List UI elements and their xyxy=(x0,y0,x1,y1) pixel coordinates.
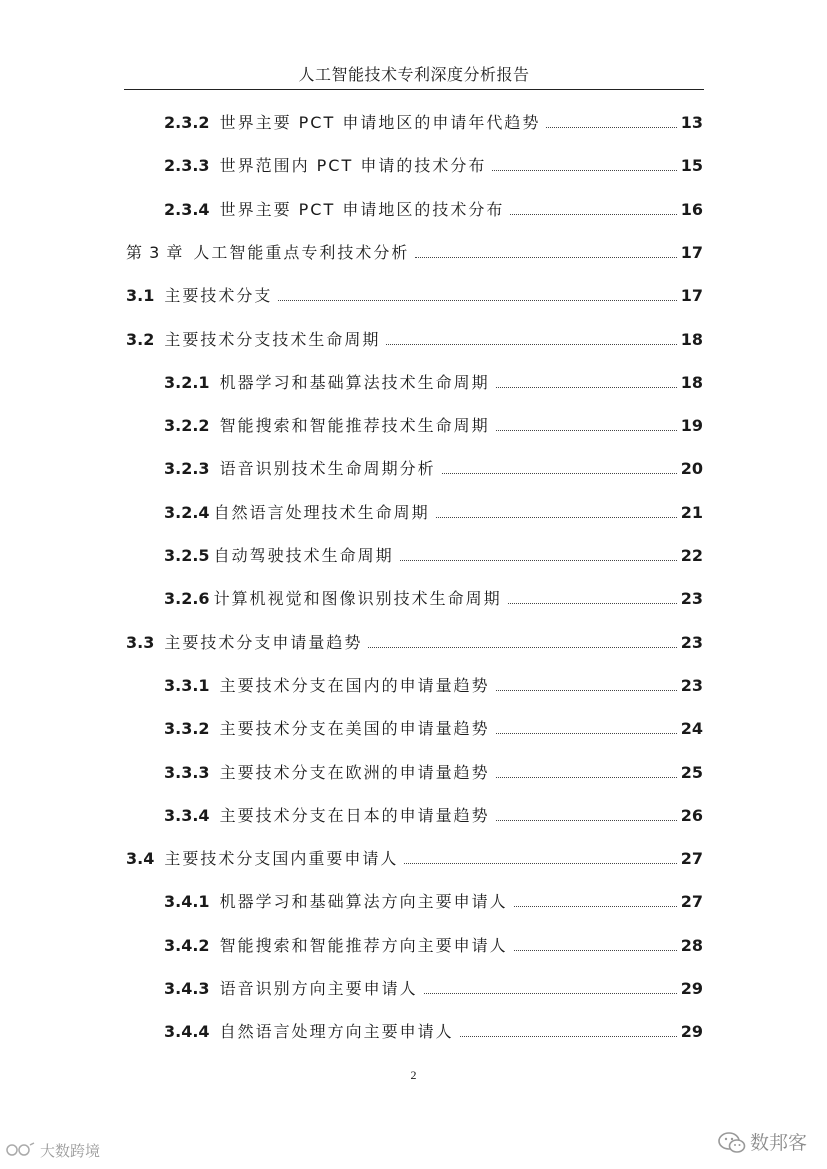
toc-entry-number: 3.2.5 xyxy=(164,546,210,565)
toc-entry-title: 世界范围内 PCT 申请的技术分布 xyxy=(219,156,487,176)
wechat-icon xyxy=(718,1131,744,1153)
toc-entry-title: 主要技术分支在欧洲的申请量趋势 xyxy=(219,762,490,782)
watermark-right xyxy=(718,1128,807,1155)
toc-entry-number: 3.3.3 xyxy=(164,762,210,782)
toc-entry[interactable] xyxy=(164,673,703,703)
toc-entry-title: 人工智能重点专利技术分析 xyxy=(193,242,410,262)
toc-dot-leader xyxy=(514,906,677,907)
toc-entry-number: 3.4.3 xyxy=(164,979,210,998)
toc-entry-page: 22 xyxy=(680,546,703,565)
logo-icon xyxy=(6,1141,36,1161)
toc-entry-page: 19 xyxy=(680,416,703,436)
report-header-title: 人工智能技术专利深度分析报告 xyxy=(298,65,530,84)
toc-entry-number: 3.3 xyxy=(126,632,155,652)
toc-entry-title: 智能搜索和智能推荐方向主要申请人 xyxy=(219,935,508,955)
toc-dot-leader xyxy=(492,170,676,171)
toc-entry-page: 21 xyxy=(680,502,703,522)
toc-entry[interactable] xyxy=(164,370,703,400)
toc-entry-number: 3.2.4 xyxy=(164,502,210,522)
toc-dot-leader xyxy=(496,733,677,734)
toc-entry-page: 23 xyxy=(680,589,703,609)
toc-entry-page: 17 xyxy=(680,242,703,262)
toc-entry[interactable] xyxy=(164,197,703,227)
toc-dot-leader xyxy=(460,1036,677,1037)
toc-entry[interactable] xyxy=(164,803,703,833)
toc-entry-number: 3.4 xyxy=(126,849,155,869)
toc-entry[interactable] xyxy=(164,976,703,1006)
toc-dot-leader xyxy=(278,300,676,301)
toc-dot-leader xyxy=(496,690,677,691)
toc-entry[interactable] xyxy=(126,240,703,270)
toc-entry-title: 主要技术分支技术生命周期 xyxy=(164,329,381,349)
toc-entry[interactable] xyxy=(164,153,703,183)
toc-entry[interactable] xyxy=(126,846,703,876)
toc-entry-number: 3.4.1 xyxy=(164,892,210,912)
toc-entry[interactable] xyxy=(164,1019,703,1049)
toc-entry-page: 16 xyxy=(680,199,703,219)
toc-dot-leader xyxy=(424,993,677,994)
toc-dot-leader xyxy=(496,387,677,388)
toc-entry[interactable] xyxy=(164,586,703,616)
toc-entry[interactable] xyxy=(164,889,703,919)
toc-entry-number: 3.3.1 xyxy=(164,675,210,695)
toc-entry[interactable] xyxy=(164,500,703,530)
toc-entry-title: 自然语言处理方向主要申请人 xyxy=(219,1022,454,1042)
toc-entry-title: 机器学习和基础算法技术生命周期 xyxy=(219,372,490,392)
toc-entry-number: 2.3.2 xyxy=(164,113,210,132)
header-rule xyxy=(124,89,704,90)
toc-dot-leader xyxy=(510,214,676,215)
toc-entry-number: 3.2.2 xyxy=(164,416,210,436)
toc-entry[interactable] xyxy=(164,933,703,963)
toc-entry-title: 语音识别技术生命周期分析 xyxy=(219,459,436,479)
toc-entry-number: 3.3.4 xyxy=(164,805,210,825)
toc-entry-number: 3.4.2 xyxy=(164,935,210,955)
toc-entry-page: 23 xyxy=(680,675,703,695)
toc-entry-page: 18 xyxy=(680,372,703,392)
toc-entry-title: 自然语言处理技术生命周期 xyxy=(213,502,430,522)
toc-entry-number: 3.2 xyxy=(126,329,155,349)
toc-entry[interactable] xyxy=(164,413,703,443)
toc-entry-page: 23 xyxy=(680,632,703,652)
watermark-right-text: 数邦客 xyxy=(749,1132,807,1154)
toc-entry-title: 主要技术分支 xyxy=(164,286,273,306)
toc-entry-page: 18 xyxy=(680,329,703,349)
toc-entry[interactable] xyxy=(126,630,703,660)
toc-entry-title: 语音识别方向主要申请人 xyxy=(219,979,418,998)
toc-entry-page: 29 xyxy=(680,1022,703,1042)
toc-entry-number: 3.1 xyxy=(126,286,155,306)
toc-entry-title: 主要技术分支国内重要申请人 xyxy=(164,849,399,869)
toc-entry-title: 机器学习和基础算法方向主要申请人 xyxy=(219,892,508,912)
toc-entry[interactable] xyxy=(164,760,703,790)
toc-entry-page: 20 xyxy=(680,459,703,479)
toc-entry[interactable] xyxy=(164,716,703,746)
toc-dot-leader xyxy=(436,517,677,518)
toc-entry-page: 29 xyxy=(680,979,703,998)
toc-entry-page: 28 xyxy=(680,935,703,955)
toc-entry-page: 17 xyxy=(680,286,703,306)
toc-entry-title: 主要技术分支在日本的申请量趋势 xyxy=(219,805,490,825)
toc-entry-number: 3.2.6 xyxy=(164,589,210,609)
toc-entry-number: 2.3.3 xyxy=(164,156,210,176)
toc-entry-title: 世界主要 PCT 申请地区的技术分布 xyxy=(219,199,505,219)
toc-dot-leader xyxy=(400,560,677,561)
toc-entry[interactable] xyxy=(164,456,703,486)
toc-entry-title: 世界主要 PCT 申请地区的申请年代趋势 xyxy=(219,113,541,132)
toc-entry-title: 智能搜索和智能推荐技术生命周期 xyxy=(219,416,490,436)
watermark-left-text: 大数跨境 xyxy=(40,1142,101,1160)
toc-entry[interactable] xyxy=(164,543,703,573)
toc-dot-leader xyxy=(546,127,676,128)
toc-dot-leader xyxy=(514,950,677,951)
watermark-left xyxy=(6,1140,100,1161)
toc-entry-number: 3.2.3 xyxy=(164,459,210,479)
toc-dot-leader xyxy=(404,863,676,864)
toc-entry-title: 主要技术分支申请量趋势 xyxy=(164,632,363,652)
toc-dot-leader xyxy=(442,473,677,474)
toc-dot-leader xyxy=(496,430,677,431)
toc-entry-number: 3.3.2 xyxy=(164,719,210,739)
toc-entry-number: 3.4.4 xyxy=(164,1022,210,1042)
toc-dot-leader xyxy=(386,344,676,345)
toc-entry-page: 24 xyxy=(680,719,703,739)
toc-entry-title: 主要技术分支在国内的申请量趋势 xyxy=(219,675,490,695)
toc-entry-page: 26 xyxy=(680,805,703,825)
toc-entry-page: 25 xyxy=(680,762,703,782)
toc-dot-leader xyxy=(496,777,677,778)
toc-entry[interactable] xyxy=(164,110,703,140)
toc-entry-number: 第 3 章 xyxy=(126,242,184,262)
page-number: 2 xyxy=(410,1068,417,1082)
toc-dot-leader xyxy=(415,257,676,258)
toc-entry[interactable] xyxy=(126,283,703,313)
toc-dot-leader xyxy=(508,603,677,604)
toc-entry[interactable] xyxy=(126,327,703,357)
toc-entry-number: 2.3.4 xyxy=(164,199,210,219)
toc-entry-page: 27 xyxy=(680,849,703,869)
toc-entry-page: 13 xyxy=(680,113,703,132)
toc-dot-leader xyxy=(496,820,677,821)
toc-entry-page: 27 xyxy=(680,892,703,912)
toc-entry-number: 3.2.1 xyxy=(164,372,210,392)
toc-entry-page: 15 xyxy=(680,156,703,176)
toc-entry-title: 主要技术分支在美国的申请量趋势 xyxy=(219,719,490,739)
toc-dot-leader xyxy=(368,647,676,648)
toc-entry-title: 计算机视觉和图像识别技术生命周期 xyxy=(213,589,502,609)
toc-entry-title: 自动驾驶技术生命周期 xyxy=(213,546,394,565)
